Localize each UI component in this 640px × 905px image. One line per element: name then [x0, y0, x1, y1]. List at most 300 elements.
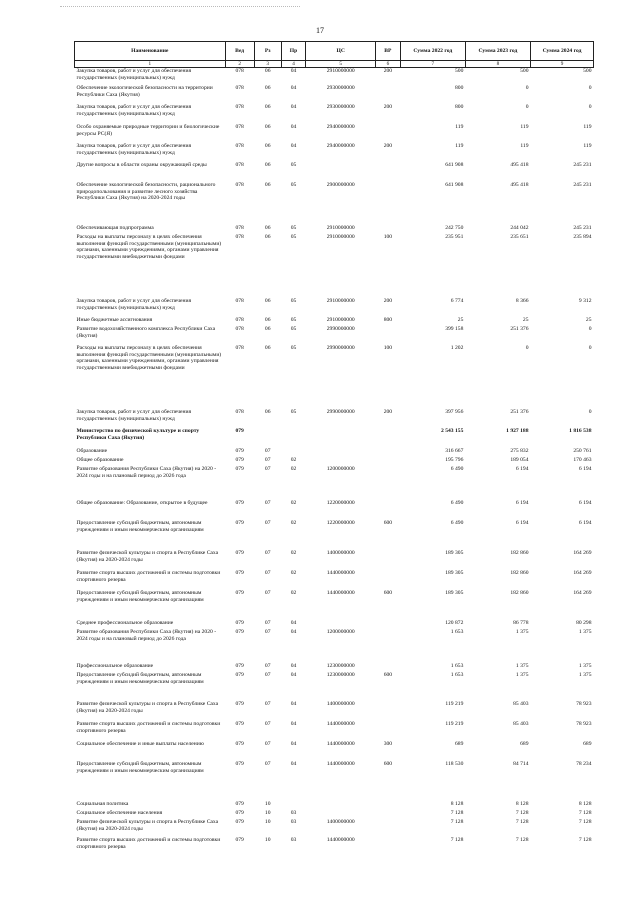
row-sum-2022: 800	[454, 84, 464, 91]
row-pr: 04	[290, 760, 297, 767]
row-pr	[281, 448, 306, 457]
row-pr: 05	[290, 316, 297, 323]
row-sum-2024: 119	[583, 123, 592, 130]
row-sum-2024: 164 269	[573, 549, 592, 556]
row-vr: 200	[383, 68, 393, 75]
row-name: Закупка товаров, работ и услуг для обеспечения государственных (муниципальных) нужд	[76, 408, 192, 422]
row-rz: 07	[264, 499, 271, 506]
row-name: Развитие физической культуры и спорта в Республике Саха (Якутия) на 2020-2024 годы	[76, 818, 219, 832]
row-cs	[306, 162, 376, 182]
row-ved: 078	[235, 123, 244, 130]
row-vr	[376, 457, 401, 466]
row-sum-2023: 182 860	[510, 569, 529, 576]
row-pr: 04	[290, 619, 297, 626]
row-sum-2024: 6 194	[578, 499, 592, 506]
header-row	[75, 42, 594, 61]
row-name: Развитие водохозяйственного комплекса Республики Саха (Якутия)	[76, 325, 216, 339]
row-cs: 2990000000	[326, 344, 355, 351]
row-sum-2024: 78 923	[576, 720, 592, 727]
row-rz: 10	[264, 809, 271, 816]
row-sum-2023: 8 128	[515, 800, 529, 807]
row-vr	[376, 448, 401, 457]
row-sum-2023: 6 194	[515, 465, 529, 472]
row-vr	[376, 500, 401, 520]
row-sum-2023: 0	[525, 103, 529, 110]
row-rz: 07	[264, 456, 271, 463]
table-body	[75, 68, 594, 855]
row-rz: 06	[264, 84, 271, 91]
row-ved: 079	[235, 836, 244, 843]
column-number: 3	[254, 61, 281, 68]
row-sum-2022: 119	[455, 123, 464, 130]
table-row	[75, 550, 594, 570]
row-name: Обеспечение экологической безопасности на территории Республики Саха (Якутия)	[76, 84, 213, 98]
row-vr	[376, 124, 401, 143]
table-row	[75, 801, 594, 810]
row-name: Развитие физической культуры и спорта в Республике Саха (Якутия) на 2020-2024 годы	[76, 700, 219, 714]
row-sum-2022: 1 653	[450, 628, 464, 635]
row-vr	[376, 629, 401, 663]
table-row	[75, 182, 594, 225]
row-pr: 04	[290, 628, 297, 635]
row-name: Особо охраняемые природные территории и биологические ресурсы РС(Я)	[76, 123, 220, 137]
row-vr	[376, 801, 401, 810]
row-ved: 078	[235, 68, 244, 75]
row-ved: 078	[235, 325, 244, 332]
row-sum-2022: 119	[455, 142, 464, 149]
row-ved: 079	[235, 447, 244, 454]
row-ved: 078	[235, 344, 244, 351]
row-sum-2024: 689	[583, 740, 592, 747]
row-ved: 079	[235, 628, 244, 635]
row-vr	[376, 663, 401, 672]
row-pr: 02	[290, 549, 297, 556]
row-pr: 05	[290, 233, 297, 240]
row-name: Иные бюджетные ассигнования	[76, 316, 153, 323]
row-sum-2022: 189 305	[445, 549, 464, 556]
row-sum-2024: 245 231	[573, 181, 592, 188]
row-ved: 079	[235, 619, 244, 626]
row-cs: 1200000000	[326, 628, 355, 635]
row-rz: 06	[264, 161, 271, 168]
row-rz: 06	[264, 142, 271, 149]
row-sum-2022: 118 530	[445, 760, 464, 767]
row-ved: 078	[235, 233, 244, 240]
row-pr: 04	[290, 671, 297, 678]
row-rz: 07	[264, 619, 271, 626]
column-number: 7	[400, 61, 465, 68]
row-sum-2022: 119 219	[445, 720, 464, 727]
row-ved: 079	[235, 549, 244, 556]
row-ved: 079	[235, 589, 244, 596]
row-rz: 06	[264, 233, 271, 240]
row-rz: 06	[264, 123, 271, 130]
table-row	[75, 409, 594, 428]
row-rz: 06	[264, 297, 271, 304]
row-sum-2024: 170 463	[573, 456, 592, 463]
row-name: Социальная политика	[76, 800, 129, 807]
row-pr: 02	[290, 569, 297, 576]
row-vr: 600	[383, 519, 393, 526]
table-row	[75, 104, 594, 124]
row-name: Развитие образования Республики Саха (Якутия) на 2020 - 2024 годы и на плановый период до 2026 года	[76, 465, 217, 479]
column-number: 5	[306, 61, 376, 68]
row-rz: 10	[264, 818, 271, 825]
row-rz: 06	[264, 181, 271, 188]
row-vr: 100	[383, 233, 393, 240]
row-ved: 079	[235, 662, 244, 669]
row-vr: 200	[383, 103, 393, 110]
row-pr: 04	[290, 68, 297, 75]
row-sum-2024: 0	[588, 344, 592, 351]
row-pr: 02	[290, 589, 297, 596]
table-row	[75, 663, 594, 672]
row-cs: 1400000000	[326, 818, 355, 825]
row-rz: 06	[264, 103, 271, 110]
row-name: Предоставление субсидий бюджетным, автономным учреждениям и иным некоммерческим организациям	[76, 519, 204, 533]
row-name: Образование	[76, 447, 108, 454]
row-rz: 10	[264, 836, 271, 843]
row-vr	[376, 326, 401, 345]
row-cs: 1440000000	[326, 569, 355, 576]
row-cs: 2930000000	[326, 103, 355, 110]
header-vr: ВР	[376, 42, 401, 61]
row-cs: 2990000000	[326, 408, 355, 415]
row-vr	[376, 701, 401, 721]
row-name: Закупка товаров, работ и услуг для обеспечения государственных (муниципальных) нужд	[76, 297, 192, 311]
row-sum-2022: 689	[454, 740, 464, 747]
row-pr: 05	[290, 224, 297, 231]
column-number: 1	[75, 61, 226, 68]
page-number: 17	[316, 26, 324, 35]
row-sum-2023: 251 376	[510, 408, 529, 415]
row-sum-2024: 245 231	[573, 161, 592, 168]
row-sum-2024: 250 761	[573, 447, 592, 454]
row-pr	[281, 428, 306, 448]
budget-table	[74, 41, 594, 855]
header-ved: Вед	[225, 42, 254, 61]
row-sum-2023: 8 366	[515, 297, 529, 304]
row-rz: 10	[264, 800, 271, 807]
row-sum-2022: 1 202	[450, 344, 464, 351]
row-name: Развитие физической культуры и спорта в Республике Саха (Якутия) на 2020-2024 годы	[76, 549, 219, 563]
row-vr	[376, 225, 401, 234]
table-row	[75, 761, 594, 801]
row-sum-2023: 689	[520, 740, 529, 747]
header-sum-2024: Сумма 2024 год	[531, 42, 594, 61]
row-rz: 07	[264, 760, 271, 767]
row-vr: 200	[383, 408, 393, 415]
table-row	[75, 810, 594, 819]
table-row	[75, 620, 594, 629]
row-sum-2023: 7 128	[515, 836, 529, 843]
row-sum-2022: 189 305	[445, 589, 464, 596]
row-vr	[376, 620, 401, 629]
row-sum-2022: 7 128	[450, 836, 464, 843]
row-cs: 1440000000	[326, 760, 355, 767]
table-row	[75, 741, 594, 761]
row-sum-2022: 235 951	[445, 233, 464, 240]
table-row	[75, 124, 594, 143]
row-ved: 079	[235, 671, 244, 678]
table-row	[75, 837, 594, 855]
row-ved: 079	[235, 809, 244, 816]
row-sum-2024: 7 128	[578, 836, 592, 843]
table-row	[75, 428, 594, 448]
table-row	[75, 500, 594, 520]
row-sum-2024: 164 269	[573, 569, 592, 576]
row-vr: 200	[383, 297, 393, 304]
row-sum-2023: 275 832	[510, 447, 529, 454]
row-vr	[376, 162, 401, 182]
row-ved: 078	[235, 408, 244, 415]
row-sum-2022: 1 653	[450, 671, 464, 678]
row-pr: 04	[290, 84, 297, 91]
row-cs: 2940000000	[326, 123, 355, 130]
row-ved: 078	[235, 297, 244, 304]
row-vr	[376, 819, 401, 837]
row-cs: 2990000000	[326, 325, 355, 332]
row-sum-2024: 6 194	[578, 465, 592, 472]
row-sum-2023: 7 128	[515, 809, 529, 816]
row-cs: 2930000000	[326, 84, 355, 91]
row-sum-2024: 6 194	[578, 519, 592, 526]
row-pr: 03	[290, 818, 297, 825]
table-row	[75, 298, 594, 317]
row-pr: 02	[290, 519, 297, 526]
row-sum-2022: 6 774	[450, 297, 464, 304]
row-sum-2024: 1 375	[578, 671, 592, 678]
row-vr	[376, 466, 401, 500]
row-cs: 2910000000	[326, 233, 355, 240]
row-sum-2024: 0	[588, 103, 592, 110]
column-number: 9	[531, 61, 594, 68]
row-sum-2023: 6 194	[515, 499, 529, 506]
row-sum-2023: 244 042	[510, 224, 529, 231]
row-pr: 05	[290, 408, 297, 415]
row-sum-2023: 6 194	[515, 519, 529, 526]
row-cs	[306, 448, 376, 457]
row-ved: 079	[235, 740, 244, 747]
row-cs	[306, 457, 376, 466]
row-ved: 079	[235, 818, 244, 825]
row-ved: 079	[235, 700, 244, 707]
row-rz: 07	[264, 662, 271, 669]
row-name: Развитие спорта высших достижений и системы подготовки спортивного резерва	[76, 836, 221, 850]
row-ved: 078	[235, 161, 244, 168]
header-pr: Пр	[281, 42, 306, 61]
row-rz: 06	[264, 408, 271, 415]
row-ved: 079	[235, 456, 244, 463]
row-sum-2023: 119	[520, 142, 529, 149]
row-pr: 02	[290, 465, 297, 472]
row-name: Предоставление субсидий бюджетным, автономным учреждениям и иным некоммерческим организациям	[76, 760, 204, 774]
table-row	[75, 721, 594, 741]
row-sum-2024: 1 375	[578, 662, 592, 669]
row-sum-2024: 500	[583, 68, 592, 75]
row-rz: 06	[264, 344, 271, 351]
header-sum-2023: Сумма 2023 год	[465, 42, 530, 61]
row-sum-2023: 85 403	[513, 700, 529, 707]
row-ved: 079	[235, 499, 244, 506]
row-sum-2024: 1 375	[578, 628, 592, 635]
row-vr	[376, 550, 401, 570]
row-rz	[254, 428, 281, 448]
row-sum-2022: 195 796	[445, 456, 464, 463]
row-ved: 078	[235, 316, 244, 323]
row-cs: 1440000000	[326, 589, 355, 596]
row-ved: 078	[235, 181, 244, 188]
row-sum-2022: 500	[454, 68, 464, 75]
row-name: Предоставление субсидий бюджетным, автономным учреждениям и иным некоммерческим организациям	[76, 671, 204, 685]
row-sum-2022: 8 128	[450, 800, 464, 807]
row-sum-2022: 641 908	[445, 161, 464, 168]
row-sum-2024: 78 234	[576, 760, 592, 767]
row-cs: 1400000000	[326, 700, 355, 707]
row-sum-2022: 6 490	[450, 465, 464, 472]
row-pr	[281, 801, 306, 810]
row-pr: 03	[290, 836, 297, 843]
row-name: Профессиональное образование	[76, 662, 154, 669]
table-row	[75, 466, 594, 500]
row-pr: 05	[290, 297, 297, 304]
table-row	[75, 448, 594, 457]
row-sum-2022: 800	[454, 103, 464, 110]
row-sum-2024: 0	[588, 325, 592, 332]
row-name: Расходы на выплаты персоналу в целях обеспечения выполнения функций государственными (муниципальными) органами, казенными учреждениями, органами управления государственными внебюджетными фондами	[76, 233, 222, 261]
row-sum-2024: 1 816 538	[569, 427, 592, 434]
table-row	[75, 317, 594, 326]
row-cs: 2910000000	[326, 224, 355, 231]
column-number-row	[75, 61, 594, 68]
row-ved: 079	[235, 519, 244, 526]
header-sum-2022: Сумма 2022 год	[400, 42, 465, 61]
table-row	[75, 345, 594, 409]
row-sum-2024: 8 128	[578, 800, 592, 807]
row-sum-2022: 397 956	[445, 408, 464, 415]
row-cs: 1230000000	[326, 671, 355, 678]
row-vr: 800	[383, 316, 393, 323]
row-name: Общее образование	[76, 456, 124, 463]
header-name: Наименование	[75, 42, 226, 61]
table-row	[75, 85, 594, 104]
row-name: Закупка товаров, работ и услуг для обеспечения государственных (муниципальных) нужд	[76, 68, 192, 82]
row-sum-2022: 399 158	[445, 325, 464, 332]
row-sum-2023: 0	[525, 344, 529, 351]
row-name: Закупка товаров, работ и услуг для обеспечения государственных (муниципальных) нужд	[76, 142, 192, 156]
row-pr: 04	[290, 720, 297, 727]
column-number: 2	[225, 61, 254, 68]
table-row	[75, 570, 594, 590]
row-sum-2022: 7 128	[450, 818, 464, 825]
row-pr: 02	[290, 499, 297, 506]
row-cs: 1220000000	[326, 499, 355, 506]
row-sum-2024: 0	[588, 84, 592, 91]
row-vr	[376, 810, 401, 819]
row-cs: 2910000000	[326, 68, 355, 75]
row-ved: 078	[235, 84, 244, 91]
row-cs: 1400000000	[326, 549, 355, 556]
row-sum-2022: 1 653	[450, 662, 464, 669]
row-rz: 07	[264, 740, 271, 747]
scan-edge-mark	[60, 6, 300, 8]
row-sum-2023: 495 418	[510, 161, 529, 168]
row-ved: 079	[235, 800, 244, 807]
row-cs: 1200000000	[326, 465, 355, 472]
row-sum-2022: 120 872	[445, 619, 464, 626]
row-pr: 02	[290, 456, 297, 463]
row-pr: 04	[290, 740, 297, 747]
row-sum-2022: 316 667	[445, 447, 464, 454]
table-row	[75, 520, 594, 550]
row-sum-2024: 235 894	[573, 233, 592, 240]
row-sum-2023: 1 375	[515, 628, 529, 635]
row-cs	[306, 620, 376, 629]
row-vr	[376, 85, 401, 104]
table-row	[75, 701, 594, 721]
row-pr: 03	[290, 809, 297, 816]
row-vr: 600	[383, 589, 393, 596]
row-rz: 06	[264, 316, 271, 323]
row-sum-2024: 25	[585, 316, 592, 323]
row-vr: 600	[383, 760, 393, 767]
row-sum-2023: 1 375	[515, 671, 529, 678]
row-ved: 078	[235, 142, 244, 149]
row-name: Расходы на выплаты персоналу в целях обеспечения выполнения функций государственными (муниципальными) органами, казенными учреждениями, органами управления государственными внебюджетными фондами	[76, 344, 222, 372]
row-cs: 1440000000	[326, 836, 355, 843]
row-vr: 300	[383, 740, 393, 747]
row-rz: 07	[264, 589, 271, 596]
table-row	[75, 234, 594, 298]
row-rz: 07	[264, 720, 271, 727]
row-sum-2023: 1 375	[515, 662, 529, 669]
table-row	[75, 225, 594, 234]
row-vr: 100	[383, 344, 393, 351]
column-number: 8	[465, 61, 530, 68]
row-cs: 2940000000	[326, 142, 355, 149]
row-name: Развитие спорта высших достижений и системы подготовки спортивного резерва	[76, 569, 221, 583]
row-pr: 05	[290, 344, 297, 351]
table-row	[75, 326, 594, 345]
row-pr: 04	[290, 142, 297, 149]
row-name: Общее образование: Образование, открытое в будущее	[76, 499, 208, 506]
table-header	[75, 42, 594, 68]
row-sum-2023: 251 376	[510, 325, 529, 332]
row-pr: 04	[290, 700, 297, 707]
row-sum-2022: 242 750	[445, 224, 464, 231]
row-pr: 04	[290, 103, 297, 110]
row-name: Другие вопросы в области охраны окружающей среды	[76, 161, 207, 168]
row-sum-2022: 6 490	[450, 499, 464, 506]
row-name: Развитие спорта высших достижений и системы подготовки спортивного резерва	[76, 720, 221, 734]
row-sum-2024: 78 923	[576, 700, 592, 707]
table-row	[75, 457, 594, 466]
row-name: Социальное обеспечение и иные выплаты населению	[76, 740, 204, 747]
row-sum-2023: 182 860	[510, 589, 529, 596]
row-rz: 07	[264, 569, 271, 576]
row-cs: 1440000000	[326, 740, 355, 747]
row-rz: 06	[264, 224, 271, 231]
header-cs: ЦС	[306, 42, 376, 61]
row-rz: 07	[264, 628, 271, 635]
column-number: 4	[281, 61, 306, 68]
row-sum-2023: 85 403	[513, 720, 529, 727]
row-name: Социальное обеспечение населения	[76, 809, 163, 816]
row-ved: 078	[235, 103, 244, 110]
row-sum-2024: 80 298	[576, 619, 592, 626]
row-sum-2023: 7 128	[515, 818, 529, 825]
table-row	[75, 672, 594, 701]
